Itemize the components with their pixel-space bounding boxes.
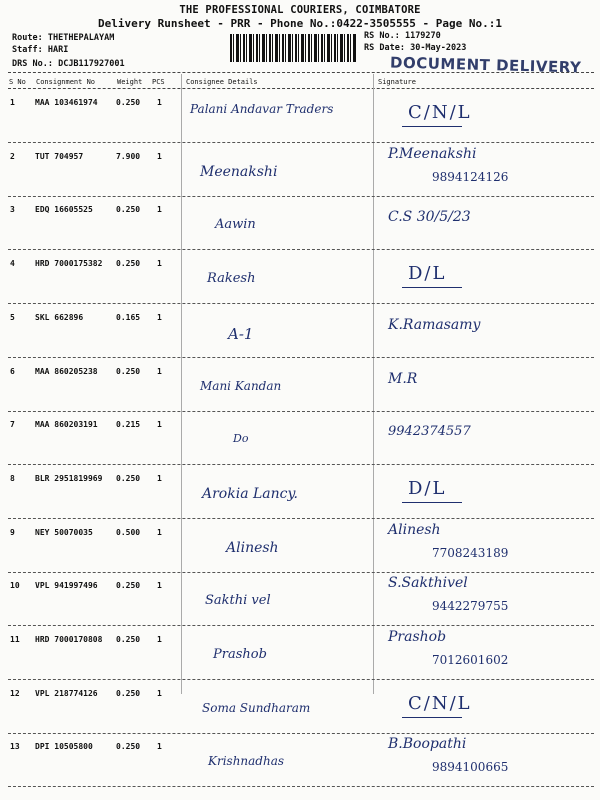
row-signature: K.Ramasamy <box>388 316 481 333</box>
company-name: THE PROFESSIONAL COURIERS, COIMBATORE <box>179 4 421 16</box>
rs-no-label: RS No.: <box>364 31 400 41</box>
drs-value: DCJB117927001 <box>58 59 125 69</box>
table-row <box>0 359 600 412</box>
staff-info <box>12 45 68 55</box>
row-consignee-handwritten: Rakesh <box>207 271 256 287</box>
row-weight: 0.250 <box>116 366 141 376</box>
row-consignment-no: MAA 860205238 <box>35 366 98 376</box>
row-weight: 0.250 <box>116 742 141 752</box>
row-signature-phone: 9894124126 <box>432 169 509 184</box>
row-weight: 0.250 <box>116 259 141 269</box>
row-consignee-handwritten: Mani Kandan <box>200 378 282 393</box>
row-signature: P.Meenakshi <box>388 145 477 162</box>
row-signature: C/N/L <box>408 692 472 714</box>
row-pcs: 1 <box>157 420 162 430</box>
col-signature: Signature <box>378 78 416 86</box>
row-sno: 9 <box>10 527 15 537</box>
table-row <box>0 573 600 626</box>
row-pcs: 1 <box>157 473 162 483</box>
row-pcs: 1 <box>157 312 162 322</box>
row-pcs: 1 <box>157 151 162 161</box>
row-signature: Prashob <box>388 629 447 645</box>
row-sno: 12 <box>10 688 20 698</box>
table-row <box>0 520 600 573</box>
row-pcs: 1 <box>157 259 162 269</box>
row-signature-phone: 7012601602 <box>432 653 509 667</box>
rs-date-label: RS Date: <box>364 43 405 53</box>
row-sno: 3 <box>10 205 15 215</box>
row-consignment-no: HRD 7000170808 <box>35 635 103 644</box>
row-consignment-no: TUT 704957 <box>35 151 84 161</box>
row-pcs: 1 <box>157 581 162 591</box>
row-weight: 0.500 <box>116 527 141 537</box>
row-consignee-handwritten: Do <box>233 432 249 446</box>
row-consignee-handwritten: Palani Andavar Traders <box>190 102 334 116</box>
rs-no-value: 1179270 <box>404 31 441 41</box>
drs-label: DRS No.: <box>12 59 53 69</box>
row-consignee-handwritten: Prashob <box>213 647 267 662</box>
row-signature: C/N/L <box>408 102 472 123</box>
row-signature-phone: 7708243189 <box>432 545 509 560</box>
row-consignee-handwritten: Krishnadhas <box>208 754 285 769</box>
col-sno: S No <box>9 78 26 86</box>
row-sno: 5 <box>10 312 15 322</box>
row-weight: 0.250 <box>116 688 141 698</box>
row-pcs: 1 <box>157 527 162 537</box>
row-weight: 0.215 <box>116 420 141 430</box>
row-signature: B.Boopathi <box>388 736 467 753</box>
row-pcs: 1 <box>157 98 162 107</box>
rs-date <box>364 43 466 53</box>
table-row <box>0 466 600 519</box>
row-sno: 8 <box>10 473 15 483</box>
drs-info <box>12 59 125 69</box>
row-consignment-no: VPL 218774126 <box>35 688 98 698</box>
staff-label: Staff: <box>12 45 43 55</box>
row-weight: 0.165 <box>116 312 141 322</box>
route-value: THETHEPALAYAM <box>47 33 115 43</box>
row-sno: 1 <box>10 98 15 107</box>
row-consignment-no: EDQ 16605525 <box>35 205 93 215</box>
row-consignment-no: MAA 860203191 <box>35 420 98 430</box>
row-weight: 7.900 <box>116 151 141 161</box>
row-consignee-handwritten: Alinesh <box>226 539 279 556</box>
row-signature: D/L <box>408 263 447 285</box>
row-sno: 2 <box>10 151 15 161</box>
table-row <box>0 251 600 304</box>
table-row <box>0 681 600 734</box>
row-sno: 6 <box>10 366 15 376</box>
row-sno: 13 <box>10 742 20 752</box>
table-row <box>0 627 600 680</box>
row-weight: 0.250 <box>116 205 141 215</box>
row-consignment-no: DPI 10505800 <box>35 742 93 752</box>
runsheet-title: Delivery Runsheet - PRR - Phone No.:0422-3505555 - Page No.:1 <box>98 17 502 30</box>
row-signature: D/L <box>408 477 447 499</box>
header-divider-bottom <box>8 88 594 89</box>
row-consignment-no: NEY 50070035 <box>35 527 93 537</box>
signature-underline <box>402 502 462 503</box>
row-weight: 0.250 <box>116 581 141 591</box>
row-pcs: 1 <box>157 205 162 215</box>
row-sno: 11 <box>10 635 20 644</box>
barcode <box>230 34 356 62</box>
row-consignment-no: HRD 7000175382 <box>35 259 103 269</box>
row-signature: Alinesh <box>388 521 441 538</box>
row-pcs: 1 <box>157 742 162 752</box>
row-pcs: 1 <box>157 366 162 376</box>
route-info <box>12 33 114 43</box>
col-consignee: Consignee Details <box>186 78 258 86</box>
table-row <box>0 412 600 465</box>
row-consignee-handwritten: Aawin <box>215 217 256 233</box>
col-consignment: Consignment No <box>36 78 96 86</box>
col-pcs: PCS <box>152 78 165 86</box>
row-consignment-no: BLR 2951819969 <box>35 473 103 483</box>
row-consignee-handwritten: Soma Sundharam <box>202 700 311 715</box>
row-signature: S.Sakthivel <box>388 575 468 592</box>
row-consignment-no: SKL 662896 <box>35 312 84 322</box>
row-divider <box>8 786 594 787</box>
signature-underline <box>402 126 462 127</box>
staff-value: HARI <box>47 45 69 55</box>
row-pcs: 1 <box>157 688 162 698</box>
row-signature-phone: 9442279755 <box>432 599 509 614</box>
document-delivery-stamp: DOCUMENT DELIVERY <box>389 53 582 77</box>
row-weight: 0.250 <box>116 98 141 107</box>
row-signature: 9942374557 <box>388 424 471 440</box>
row-weight: 0.250 <box>116 473 141 483</box>
row-sno: 10 <box>10 581 20 591</box>
col-weight: Weight <box>117 78 143 86</box>
row-consignee-handwritten: A-1 <box>228 324 254 343</box>
row-consignee-handwritten: Meenakshi <box>200 163 278 180</box>
row-signature-phone: 9894100665 <box>432 760 509 775</box>
table-row <box>0 144 600 197</box>
row-consignment-no: MAA 103461974 <box>35 98 98 107</box>
row-sno: 4 <box>10 259 15 269</box>
row-signature: C.S 30/5/23 <box>388 209 471 226</box>
row-weight: 0.250 <box>116 635 141 644</box>
table-row <box>0 90 600 143</box>
rs-number <box>364 31 441 41</box>
row-consignee-handwritten: Arokia Lancy. <box>202 485 298 502</box>
signature-underline <box>402 717 462 718</box>
row-consignment-no: VPL 941997496 <box>35 581 98 591</box>
table-row <box>0 305 600 358</box>
row-sno: 7 <box>10 420 15 430</box>
row-consignee-handwritten: Sakthi vel <box>205 593 271 609</box>
rs-date-value: 30-May-2023 <box>410 43 467 53</box>
table-row <box>0 734 600 787</box>
row-pcs: 1 <box>157 635 162 644</box>
header-divider-top <box>8 72 594 73</box>
signature-underline <box>402 287 462 288</box>
table-row <box>0 197 600 250</box>
row-signature: M.R <box>388 370 418 387</box>
route-label: Route: <box>12 33 43 43</box>
